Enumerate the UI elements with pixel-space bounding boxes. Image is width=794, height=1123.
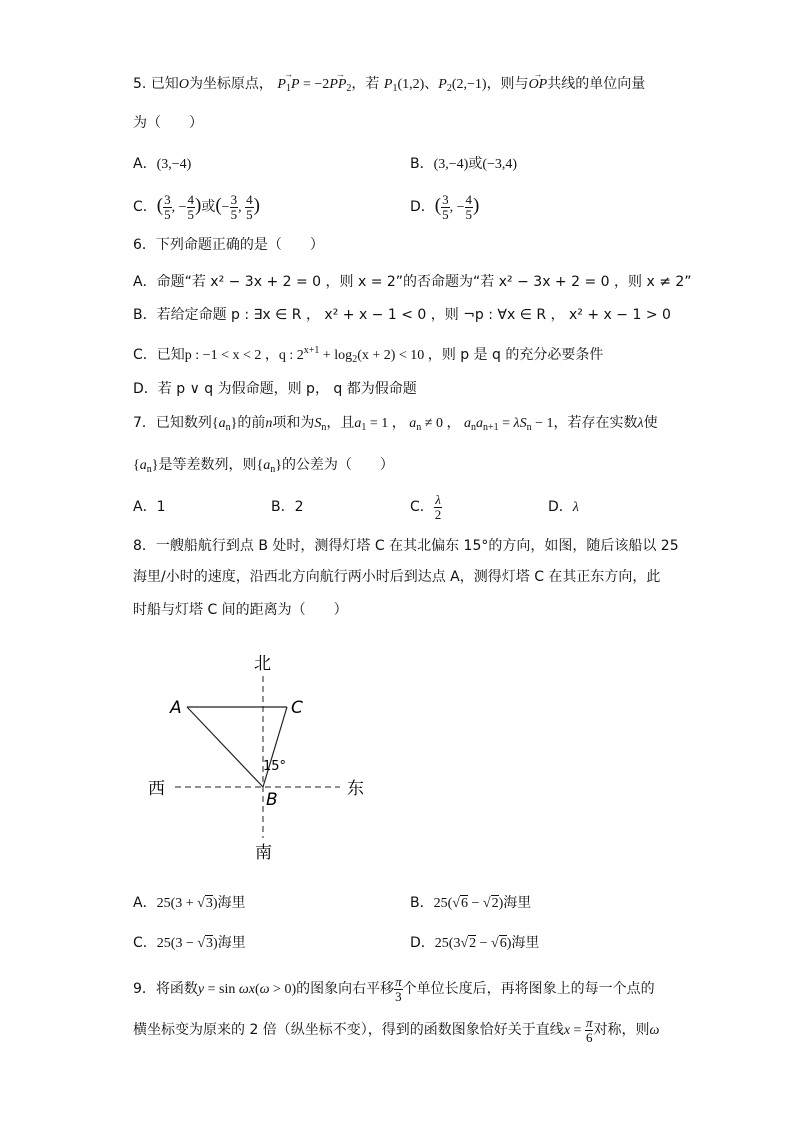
q6-option-d: D．若 p ∨ q 为假命题，则 p， q 都为假命题: [133, 381, 417, 397]
q9-line2: 横坐标变为原来的 2 倍（纵坐标不变），得到的函数图象恰好关于直线x = $\frac{\pi}{6}$ 对称，则ω: [133, 1014, 660, 1045]
q5-line2: 为（ ）: [133, 115, 203, 131]
q8-option-a: A．25(3 + √3)海里: [133, 895, 246, 911]
label-north: 北: [254, 654, 271, 674]
q7-option-a: A．1: [133, 499, 166, 515]
q6-option-b: B．若给定命题 p : ∃x ∈ R ， x² + x − 1 < 0 ，则 ¬p : ∀x ∈ R ， x² + x − 1 > 0: [133, 307, 671, 323]
q5-option-d: D．( $\frac{3}{5}$ , − $\frac{4}{5}$ ): [410, 191, 480, 222]
q8-option-b: B．25(√6 − √2)海里: [410, 895, 532, 911]
q7-line1: 7．已知数列$\{a_n\}$的前n项和为$S_n$，且$a_1 = 1$ ， $a_n \ne 0$ ， $a_na_{n+1} = \lambda S_n - 1$，若存在实数λ使: [133, 415, 658, 433]
q5-line1: 5. 已知O为坐标原点， → $P_1P = -2\to PP_2$，若 $P_1(1,2)$、$P_2(2,-1)$，则与→ OP共线的单位向量: [133, 74, 645, 99]
label-west: 西: [148, 779, 165, 799]
q6-option-c: C．已知p : −1 < x < 2 ，q : $2^{x+1} + \log_2(x + 2) < 10$ ，则 p 是 q 的充分必要条件: [133, 345, 604, 365]
label-point-a: A: [170, 698, 182, 718]
q8-line1: 8．一艘船航行到点 B 处时，测得灯塔 C 在其北偏东 15°的方向，如图，随后该船以 25: [133, 538, 679, 554]
q8-line3: 时船与灯塔 C 间的距离为（ ）: [133, 602, 348, 618]
q8-line2: 海里/小时的速度，沿西北方向航行两小时后到达点 A，测得灯塔 C 在其正东方向，此: [133, 569, 661, 585]
label-point-c: C: [291, 698, 303, 718]
q5-option-b: B．(3,−4)或(−3,4): [410, 156, 518, 172]
q5-option-c: C．( $\frac{3}{5}$ , − $\frac{4}{5}$ )或(− $\frac{3}{5}$ , $\frac{4}{5}$ ): [133, 191, 260, 222]
q8-option-d: D．25(3√2 − √6)海里: [410, 935, 540, 951]
label-angle: 15°: [263, 759, 287, 774]
q8-option-c: C．25(3 − √3)海里: [133, 935, 246, 951]
label-point-b: B: [266, 790, 278, 810]
label-south: 南: [255, 843, 272, 863]
segment-bc: [263, 707, 287, 787]
q5-option-a: A．(3,−4): [133, 156, 192, 172]
q6-option-a: A．命题“若 x² − 3x + 2 = 0 ，则 x = 2”的否命题为“若 x² − 3x + 2 = 0 ，则 x ≠ 2”: [133, 274, 692, 290]
q7-option-d: D．λ: [548, 499, 579, 515]
label-east: 东: [347, 779, 364, 799]
segment-ab: [187, 707, 263, 787]
q7-line2: $\{a_n\}$是等差数列，则$\{a_n\}$的公差为（ ）: [133, 457, 394, 475]
q6-stem: 6．下列命题正确的是（ ）: [133, 237, 324, 253]
q9-line1: 9．将函数y = sin ωx(ω > 0)的图象向右平移 $\frac{\pi}{3}$ 个单位长度后，再将图象上的每一个点的: [133, 973, 655, 1004]
q5-number: 5.: [133, 76, 147, 92]
q7-option-b: B．2: [271, 499, 304, 515]
q7-option-c: C． $\frac{\lambda}{2}$: [410, 491, 442, 522]
